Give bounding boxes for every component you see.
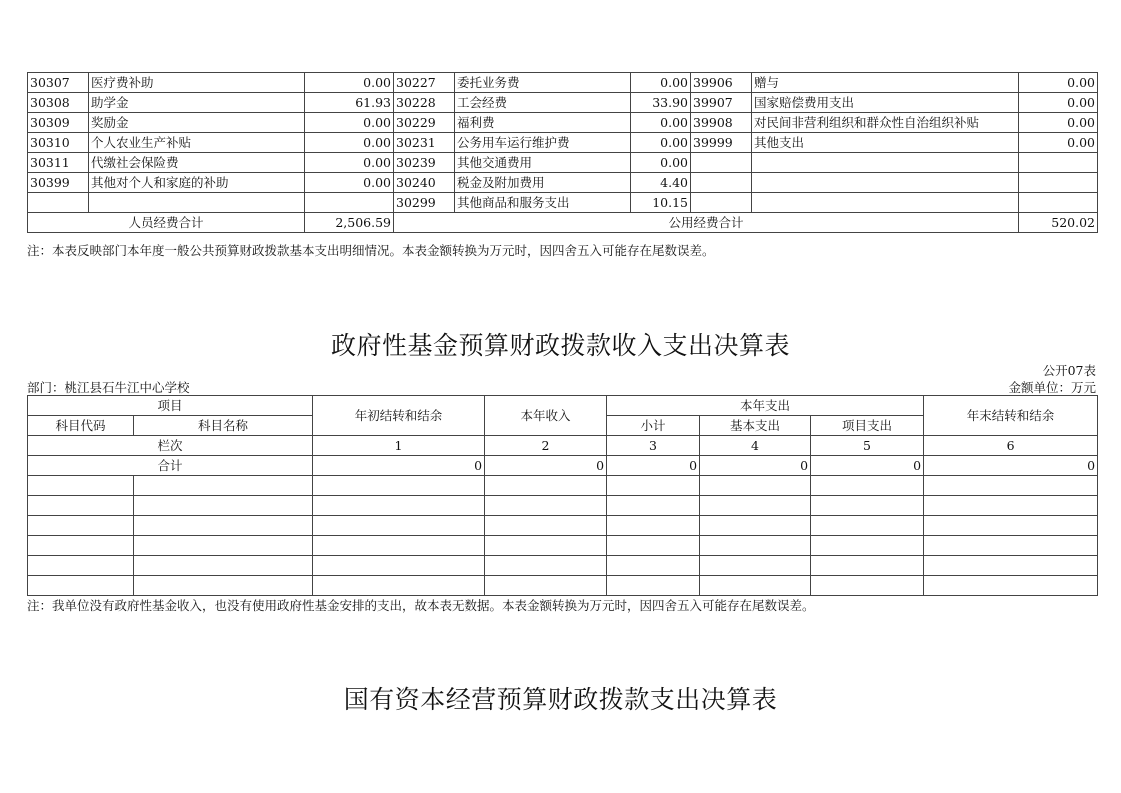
expenditure-amount: 0.00 bbox=[305, 113, 394, 133]
section2-title: 政府性基金预算财政拨款收入支出决算表 bbox=[330, 331, 790, 360]
expenditure-code bbox=[28, 193, 89, 213]
basic-expenditure-rows bbox=[28, 73, 1098, 213]
total-value: 0 bbox=[607, 456, 700, 476]
expenditure-name: 其他商品和服务支出 bbox=[455, 193, 631, 213]
expenditure-name: 其他对个人和家庭的补助 bbox=[89, 173, 305, 193]
expenditure-name: 公务用车运行维护费 bbox=[455, 133, 631, 153]
column-number: 4 bbox=[700, 436, 811, 456]
expenditure-code: 30299 bbox=[394, 193, 455, 213]
empty-row bbox=[28, 556, 1098, 576]
expenditure-amount: 0.00 bbox=[305, 133, 394, 153]
expenditure-row bbox=[28, 153, 1098, 173]
section2-note: 注：我单位没有政府性基金收入，也没有使用政府性基金安排的支出，故本表无数据。本表金额转换为万元时，因四舍五入可能存在尾数误差。 bbox=[27, 598, 815, 613]
column-number: 2 bbox=[485, 436, 607, 456]
expenditure-amount: 0.00 bbox=[631, 133, 691, 153]
expenditure-amount bbox=[1019, 173, 1098, 193]
expenditure-amount: 0.00 bbox=[1019, 73, 1098, 93]
expenditure-code: 39908 bbox=[691, 113, 752, 133]
expenditure-row bbox=[28, 133, 1098, 153]
empty-row bbox=[28, 576, 1098, 596]
table1-note: 注：本表反映部门本年度一般公共预算财政拨款基本支出明细情况。本表金额转换为万元时，因四舍五入可能存在尾数误差。 bbox=[27, 243, 715, 258]
expenditure-amount: 61.93 bbox=[305, 93, 394, 113]
totals-row bbox=[28, 213, 1098, 233]
section3-title: 国有资本经营预算财政拨款支出决算表 bbox=[343, 685, 778, 714]
column-number: 6 bbox=[924, 436, 1098, 456]
expenditure-amount: 0.00 bbox=[1019, 113, 1098, 133]
total-value: 0 bbox=[313, 456, 485, 476]
expenditure-name: 赠与 bbox=[752, 73, 1019, 93]
expenditure-row bbox=[28, 73, 1098, 93]
expenditure-name: 其他交通费用 bbox=[455, 153, 631, 173]
expenditure-row bbox=[28, 93, 1098, 113]
expenditure-name bbox=[752, 173, 1019, 193]
expenditure-code: 30310 bbox=[28, 133, 89, 153]
header-item: 项目 bbox=[28, 396, 313, 416]
total-value: 0 bbox=[811, 456, 924, 476]
expenditure-amount: 0.00 bbox=[1019, 93, 1098, 113]
empty-row bbox=[28, 476, 1098, 496]
department-label: 部门：桃江县石牛江中心学校 bbox=[27, 380, 190, 395]
expenditure-name: 对民间非营利组织和群众性自治组织补贴 bbox=[752, 113, 1019, 133]
total-row bbox=[28, 456, 1098, 476]
expenditure-name: 委托业务费 bbox=[455, 73, 631, 93]
expenditure-row bbox=[28, 113, 1098, 133]
expenditure-amount: 0.00 bbox=[631, 153, 691, 173]
expenditure-amount: 0.00 bbox=[305, 173, 394, 193]
expenditure-row bbox=[28, 173, 1098, 193]
expenditure-code bbox=[691, 193, 752, 213]
personnel-total-value: 2,506.59 bbox=[305, 213, 394, 233]
personnel-total-label: 人员经费合计 bbox=[28, 213, 305, 233]
header-code: 科目代码 bbox=[28, 416, 134, 436]
expenditure-amount: 4.40 bbox=[631, 173, 691, 193]
expenditure-row bbox=[28, 193, 1098, 213]
header-row-1 bbox=[28, 396, 1098, 416]
unit-label: 金额单位：万元 bbox=[1008, 380, 1096, 395]
total-value: 0 bbox=[924, 456, 1098, 476]
expenditure-code: 30231 bbox=[394, 133, 455, 153]
expenditure-name: 其他支出 bbox=[752, 133, 1019, 153]
total-value: 0 bbox=[485, 456, 607, 476]
expenditure-amount: 10.15 bbox=[631, 193, 691, 213]
empty-row bbox=[28, 516, 1098, 536]
expenditure-amount: 0.00 bbox=[1019, 133, 1098, 153]
empty-row bbox=[28, 536, 1098, 556]
expenditure-name: 税金及附加费用 bbox=[455, 173, 631, 193]
expenditure-amount bbox=[305, 193, 394, 213]
expenditure-name bbox=[752, 153, 1019, 173]
expenditure-code: 30229 bbox=[394, 113, 455, 133]
expenditure-code: 30239 bbox=[394, 153, 455, 173]
expenditure-name bbox=[752, 193, 1019, 213]
expenditure-amount: 0.00 bbox=[631, 73, 691, 93]
expenditure-amount: 0.00 bbox=[305, 153, 394, 173]
column-number: 1 bbox=[313, 436, 485, 456]
column-row-label: 栏次 bbox=[28, 436, 313, 456]
expenditure-amount: 33.90 bbox=[631, 93, 691, 113]
header-closing: 年末结转和结余 bbox=[924, 396, 1098, 436]
expenditure-code: 30227 bbox=[394, 73, 455, 93]
expenditure-code: 30308 bbox=[28, 93, 89, 113]
header-basic: 基本支出 bbox=[700, 416, 811, 436]
expenditure-code: 30399 bbox=[28, 173, 89, 193]
expenditure-code: 30240 bbox=[394, 173, 455, 193]
expenditure-code bbox=[691, 153, 752, 173]
expenditure-code: 30311 bbox=[28, 153, 89, 173]
expenditure-amount: 0.00 bbox=[305, 73, 394, 93]
expenditure-code: 39907 bbox=[691, 93, 752, 113]
expenditure-name: 助学金 bbox=[89, 93, 305, 113]
expenditure-name bbox=[89, 193, 305, 213]
expenditure-amount: 0.00 bbox=[631, 113, 691, 133]
empty-row bbox=[28, 496, 1098, 516]
expenditure-code bbox=[691, 173, 752, 193]
public-total-value: 520.02 bbox=[1019, 213, 1098, 233]
header-expense: 本年支出 bbox=[607, 396, 924, 416]
expenditure-code: 39999 bbox=[691, 133, 752, 153]
expenditure-name: 个人农业生产补贴 bbox=[89, 133, 305, 153]
expenditure-amount bbox=[1019, 153, 1098, 173]
expenditure-name: 工会经费 bbox=[455, 93, 631, 113]
expenditure-name: 奖励金 bbox=[89, 113, 305, 133]
expenditure-name: 代缴社会保险费 bbox=[89, 153, 305, 173]
public-total-label: 公用经费合计 bbox=[394, 213, 1019, 233]
basic-expenditure-table bbox=[27, 72, 1098, 233]
header-opening: 年初结转和结余 bbox=[313, 396, 485, 436]
column-number-row bbox=[28, 436, 1098, 456]
header-income: 本年收入 bbox=[485, 396, 607, 436]
total-label: 合计 bbox=[28, 456, 313, 476]
header-project: 项目支出 bbox=[811, 416, 924, 436]
header-subtotal: 小计 bbox=[607, 416, 700, 436]
expenditure-amount bbox=[1019, 193, 1098, 213]
expenditure-code: 39906 bbox=[691, 73, 752, 93]
header-name: 科目名称 bbox=[134, 416, 313, 436]
expenditure-code: 30228 bbox=[394, 93, 455, 113]
expenditure-name: 福利费 bbox=[455, 113, 631, 133]
column-number: 5 bbox=[811, 436, 924, 456]
expenditure-name: 国家赔偿费用支出 bbox=[752, 93, 1019, 113]
column-number: 3 bbox=[607, 436, 700, 456]
total-value: 0 bbox=[700, 456, 811, 476]
form-code: 公开07表 bbox=[1042, 363, 1096, 378]
expenditure-code: 30309 bbox=[28, 113, 89, 133]
gov-fund-table bbox=[27, 395, 1098, 596]
expenditure-code: 30307 bbox=[28, 73, 89, 93]
expenditure-name: 医疗费补助 bbox=[89, 73, 305, 93]
